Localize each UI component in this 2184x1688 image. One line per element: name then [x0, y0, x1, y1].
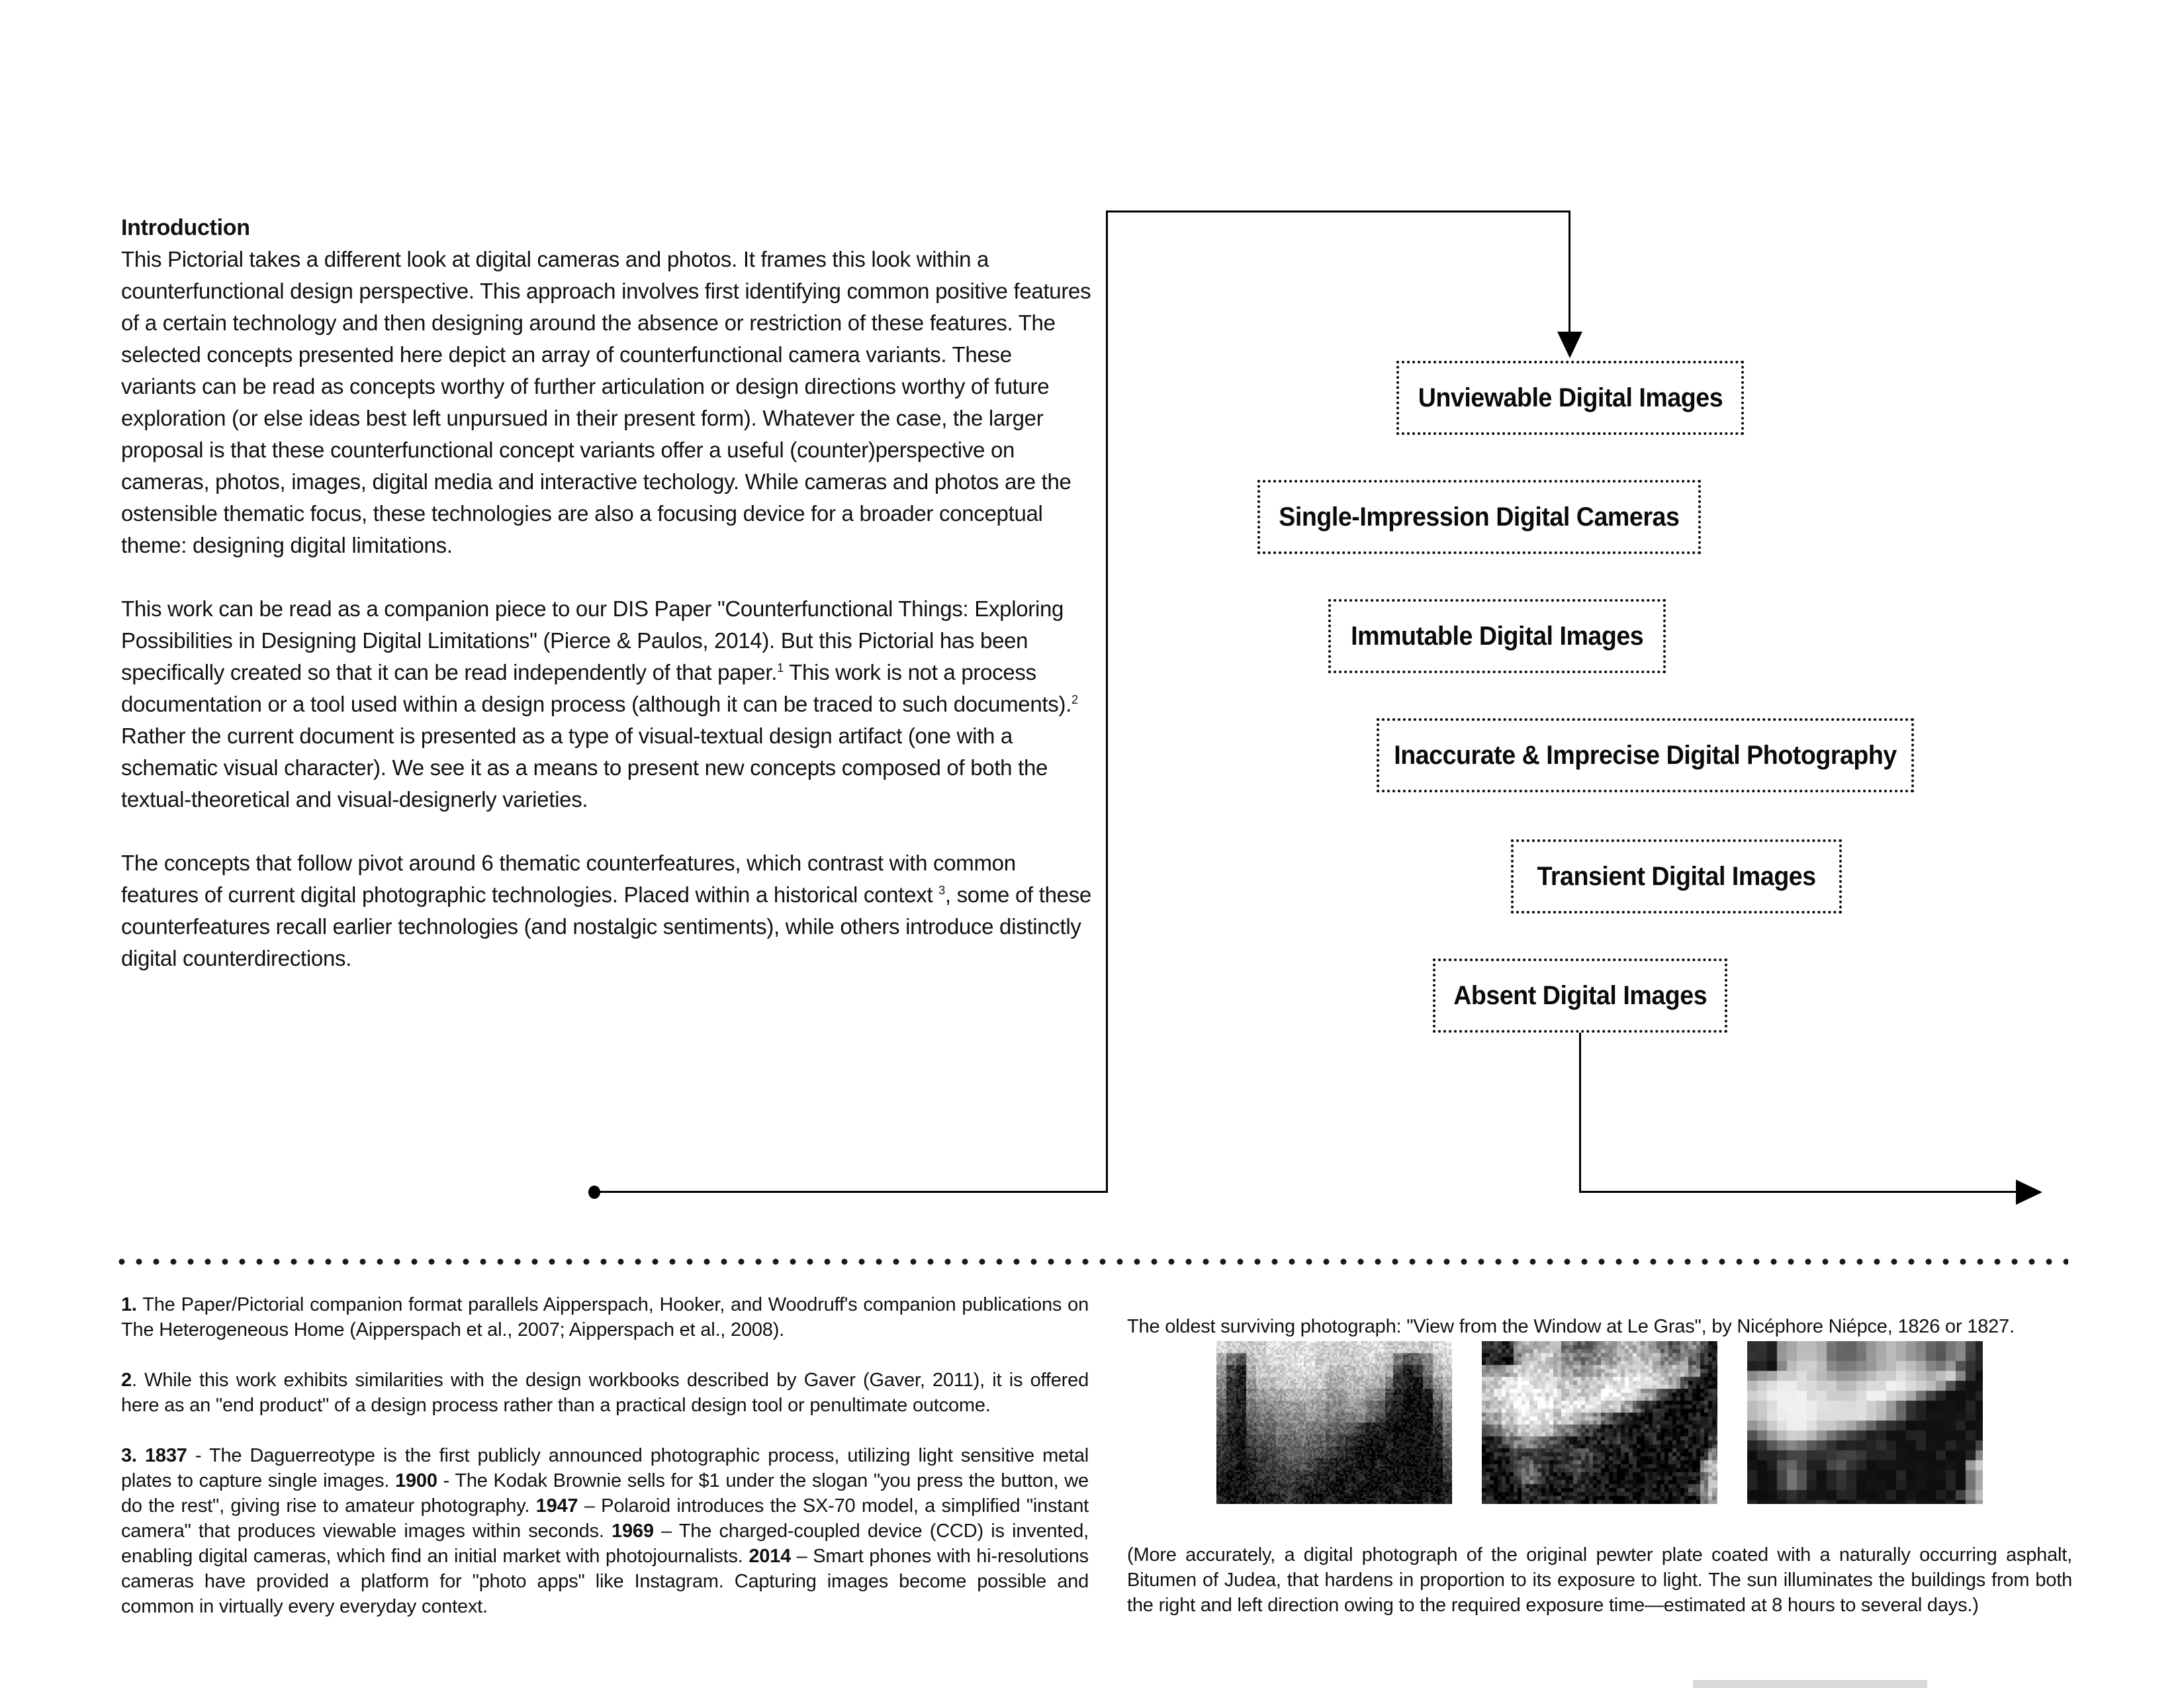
page-bottom-grey-bar: [1693, 1680, 1927, 1688]
intro-paragraph-1: This Pictorial takes a different look at digital cameras and photos. It frames this look within a counterfunctional design perspective. This approach involves first identifying common positive features of a certain technology and then designing around the absence or restriction of these features. The selected concepts presented here depict an array of counterfunctional camera variants. These variants can be read as concepts worthy of further articulation or design directions worthy of future exploration (or else ideas best left unpursued in their present form). Whatever the case, the larger proposal is that these counterfunctional concept variants offer a useful (counter)perspective on cameras, photos, images, digital media and interactive techology. While cameras and photos are the ostensible thematic focus, these technologies are also a focusing device for a broader conceptual theme: designing digital limitations.: [121, 247, 1091, 557]
intro-heading: Introduction: [121, 215, 250, 240]
photo-1: [1216, 1341, 1452, 1504]
footnote-1: 1. The Paper/Pictorial companion format parallels Aipperspach, Hooker, and Woodruff's companion publications on The Heterogeneous Home (Aipperspach et al., 2007; Aipperspach et al., 2008).: [121, 1294, 1089, 1340]
concept-box-label: Transient Digital Images: [1537, 861, 1816, 891]
footnote-3: 3. 1837 - The Daguerreotype is the first publicly announced photographic process, utilizing light sensitive metal plates to capture single images. 1900 - The Kodak Brownie sells for $1 under the slogan "you press the button, we do the rest", giving rise to amateur photography. 1947 – Polaroid introduces the SX-70 model, a simplified "instant camera" that produces viewable images within seconds. 1969 – The charged-coupled device (CCD) is invented, enabling digital cameras, which find an initial market with photojournalists. 2014 – Smart phones with hi-resolutions cameras have provided a platform for "photo apps" like Instagram. Capturing images become possible and common in virtually every everyday context.: [121, 1445, 1089, 1617]
intro-section: [121, 212, 1092, 1006]
photo-3: [1747, 1341, 1983, 1504]
footnotes-divider: [118, 1258, 2068, 1265]
connector-line-bottom-right: [1579, 1191, 2017, 1193]
concept-box-inaccurate: [1377, 718, 1914, 792]
arrow-down-icon: [1557, 332, 1582, 358]
concept-box-immutable: [1328, 599, 1666, 673]
concept-box-transient: [1511, 839, 1842, 914]
photo-note: (More accurately, a digital photograph of the original pewter plate coated with a naturally occurring asphalt, Bitumen of Judea, that hardens in proportion to its exposure to light. The sun illuminates the buildings from both the right and left direction owing to the required exposure time—estimated at 8 hours to several days.): [1127, 1544, 2072, 1616]
footnote-2: 2. While this work exhibits similarities with the design workbooks described by Gaver (Gaver, 2011), it is offered here as an "end product" of a design process rather than a practical design tool or penultimate outcome.: [121, 1370, 1089, 1416]
connector-line-vertical-absent: [1579, 1033, 1581, 1193]
concept-box-label: Single-Impression Digital Cameras: [1279, 502, 1680, 532]
connector-line-bottom-left: [593, 1191, 1108, 1193]
concept-box-unviewable: [1396, 361, 1744, 435]
arrow-right-icon: [2016, 1180, 2042, 1205]
photo-strip: [1216, 1341, 1983, 1504]
connector-line-vertical-main: [1106, 211, 1108, 1193]
intro-paragraph-3: The concepts that follow pivot around 6 thematic counterfeatures, which contrast with common features of current digital photographic technologies. Placed within a historical context $^3$, some of these counterfeatures recall earlier technologies (and nostalgic sentiments), while others introduce distinctly digital counterdirections.: [121, 851, 1091, 970]
concept-box-label: Immutable Digital Images: [1350, 621, 1644, 651]
footnotes-column: [121, 1292, 1089, 1644]
connector-line-arrow-stem: [1569, 211, 1570, 333]
concept-box-absent: [1433, 959, 1727, 1033]
concept-box-label: Unviewable Digital Images: [1418, 383, 1723, 412]
intro-paragraph-2: This work can be read as a companion piece to our DIS Paper "Counterfunctional Things: Exploring Possibilities in Designing Digital Limitations" (Pierce & Paulos, 2014). But this Pictorial has been specifically created so that it can be read independently of that paper.$^1$ This work is not a process documentation or a tool used within a design process (although it can be traced to such documents).$^2$ Rather the current document is presented as a type of visual-textual design artifact (one with a schematic visual character). We see it as a means to present new concepts composed of both the textual-theoretical and visual-designerly varieties.: [121, 596, 1078, 812]
concept-box-single-impression: [1257, 480, 1701, 554]
connector-line-top: [1106, 211, 1570, 212]
concept-box-label: Inaccurate & Imprecise Digital Photography: [1394, 740, 1897, 770]
concept-box-label: Absent Digital Images: [1453, 980, 1707, 1010]
photo-caption: The oldest surviving photograph: "View from the Window at Le Gras", by Nicéphore Niépce, 1826 or 1827.: [1127, 1316, 2015, 1337]
photo-2: [1482, 1341, 1717, 1504]
